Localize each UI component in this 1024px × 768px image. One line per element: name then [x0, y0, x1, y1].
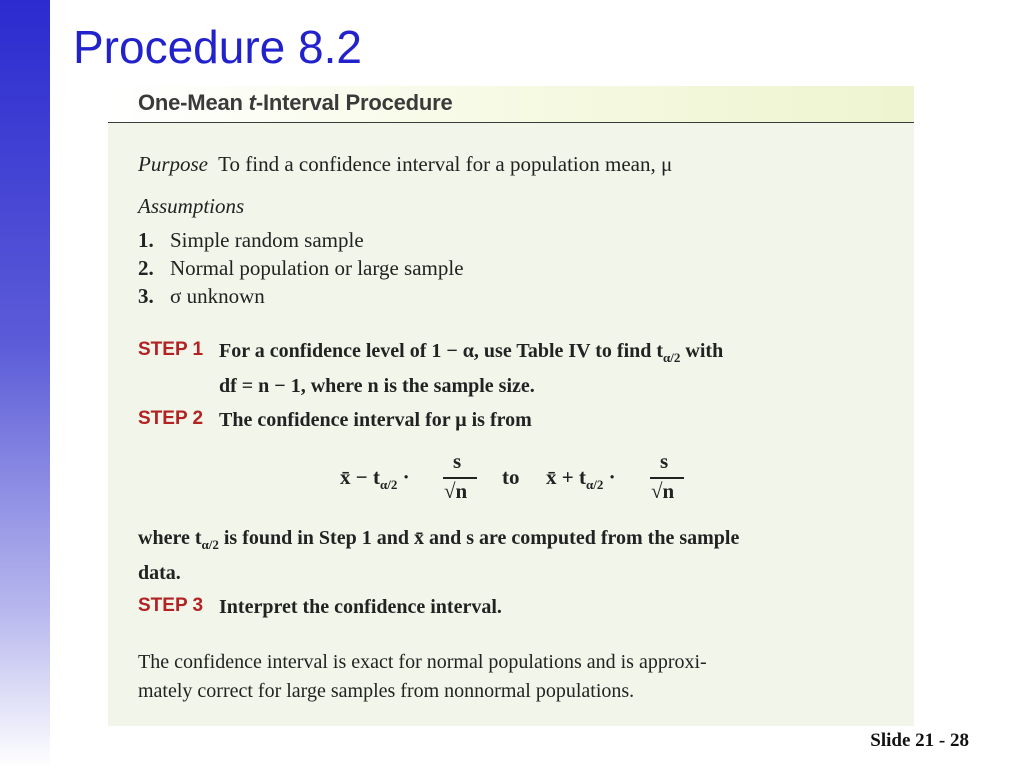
step-1-line1-end: with	[680, 340, 724, 362]
purpose-text: To find a confidence interval for a population mean, μ	[218, 152, 673, 176]
procedure-title-post: -Interval Procedure	[255, 90, 453, 115]
formula-right-xbar: x̄ + t	[546, 465, 586, 489]
step-1-subscript: α/2	[663, 350, 681, 365]
assumption-text: σ unknown	[170, 284, 265, 308]
where-text-a: where t	[138, 527, 202, 549]
step-1-text	[219, 337, 899, 401]
step-2-text: The confidence interval for μ is from	[219, 409, 532, 431]
step-3-label: STEP 3	[138, 595, 204, 616]
step-2-label: STEP 2	[138, 408, 204, 429]
step-1-label: STEP 1	[138, 339, 204, 360]
procedure-header	[108, 86, 914, 123]
assumption-num: 1.	[138, 228, 154, 252]
where-text-c: data.	[138, 562, 181, 584]
formula-right-denominator: √n	[651, 479, 675, 503]
formula-left-xbar: x̄ − t	[340, 465, 380, 489]
slide-title: Procedure 8.2	[73, 21, 362, 73]
formula-right-numerator: s	[660, 449, 669, 473]
slide-number: Slide 21 - 28	[870, 730, 969, 751]
formula-left-sub: α/2	[379, 477, 398, 493]
formula-left-dot: ·	[402, 465, 410, 489]
procedure-title	[138, 90, 453, 116]
where-subscript: α/2	[201, 537, 219, 552]
note-line-1: The confidence interval is exact for normal populations and is approxi-	[138, 651, 707, 673]
assumptions-label: Assumptions	[138, 194, 245, 218]
procedure-box	[108, 86, 914, 726]
purpose-label: Purpose	[138, 152, 208, 176]
assumption-item	[138, 256, 464, 281]
side-gradient-bar	[0, 0, 50, 768]
formula-left	[340, 465, 410, 493]
procedure-title-pre: One-Mean	[138, 90, 249, 115]
formula-right-sub: α/2	[585, 477, 604, 493]
formula-left-numerator: s	[453, 449, 462, 473]
note-line-2: mately correct for large samples from nonnormal populations.	[138, 680, 635, 702]
assumption-item	[138, 284, 265, 309]
formula-left-denominator: √n	[444, 479, 468, 503]
procedure-title-t: t	[248, 90, 256, 115]
assumption-item	[138, 228, 364, 253]
formula-to: to	[502, 465, 520, 489]
assumption-num: 2.	[138, 256, 154, 280]
formula-right-dot: ·	[608, 465, 616, 489]
step-3-text: Interpret the confidence interval.	[219, 596, 502, 618]
confidence-interval-formula	[340, 449, 700, 509]
step-1-line1: For a confidence level of 1 − α, use Table IV to find t	[219, 340, 664, 362]
assumption-num: 3.	[138, 284, 154, 308]
assumption-text: Normal population or large sample	[170, 256, 464, 280]
step-1-line2: df = n − 1, where n is the sample size.	[219, 375, 535, 397]
formula-right	[546, 465, 616, 493]
purpose-line	[138, 152, 672, 177]
note-paragraph	[138, 648, 898, 706]
where-text-b: is found in Step 1 and x̄ and s are computed from the sample	[218, 527, 740, 549]
assumption-text: Simple random sample	[170, 228, 364, 252]
where-paragraph	[138, 524, 898, 588]
